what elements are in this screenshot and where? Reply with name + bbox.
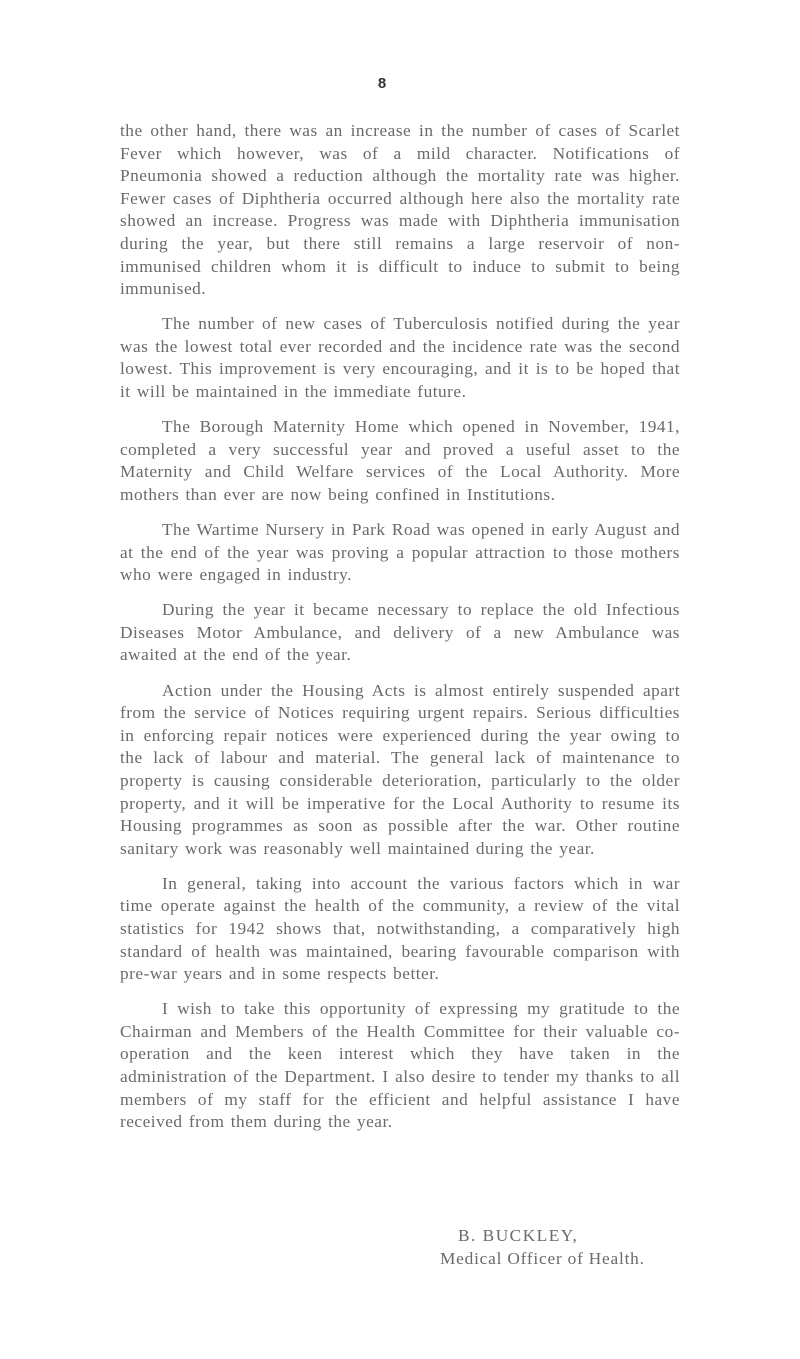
page-number: 8 [377,75,387,92]
paragraph-tuberculosis: The number of new cases of Tuberculosis notified during the year was the lowest total ever recorded and the incidence rate was the second lowest. This improvement is very encouraging, and it is to be hoped that it will be maintained in the immediate future. [120,314,680,402]
paragraph-maternity-home: The Borough Maternity Home which opened in November, 1941, completed a very successful year and proved a useful asset to the Maternity and Child Welfare services of the Local Authority. More mothers than ever are now being confined in Institutions. [120,417,680,504]
paragraph-wartime-nursery: The Wartime Nursery in Park Road was opened in early August and at the end of the year was proving a popular attraction to those mothers who were engaged in industry. [120,520,680,585]
paragraph-ambulance: During the year it became necessary to replace the old Infectious Diseases Motor Ambulance, and delivery of a new Ambulance was awaited at the end of the year. [120,600,680,665]
report-body [120,120,680,1146]
paragraph-general-health: In general, taking into account the various factors which in war time operate against the health of the community, a review of the vital statistics for 1942 shows that, notwithstanding, a comparatively high standard of health was maintained, bearing favourable comparison with pre-war years and in some respects better. [120,873,680,984]
paragraph-infectious-diseases: the other hand, there was an increase in the number of cases of Scarlet Fever which however, was of a mild character. Notifications of Pneumonia showed a reduction although the mortality rate was higher. Fewer cases of Diphtheria occurred although here also the mortality rate showed an increase. Progress was made with Diphtheria immunisation during the year, but there still remains a large reservoir of non-immunised children whom it is difficult to induce to submit to being immunised. [120,121,680,299]
paragraph-acknowledgements: I wish to take this opportunity of expressing my gratitude to the Chairman and Members of the Health Committee for their valuable co-operation and the keen interest which they have taken in the administration of the Department. I also desire to tender my thanks to all members of my staff for the efficient and helpful assistance I have received from them during the year. [120,999,680,1132]
paragraph-housing: Action under the Housing Acts is almost entirely suspended apart from the service of Notices requiring urgent repairs. Serious difficulties in enforcing repair notices were experienced during the year owing to the lack of labour and material. The general lack of maintenance to property is causing considerable deterioration, particularly to the older property, and it will be imperative for the Local Authority to resume its Housing programmes as soon as possible after the war. Other routine sanitary work was reasonably well maintained during the year. [120,680,680,858]
signatory-name: B. BUCKLEY, [458,1226,579,1245]
signature-block [440,1225,700,1270]
signatory-title: Medical Officer of Health. [440,1248,645,1268]
